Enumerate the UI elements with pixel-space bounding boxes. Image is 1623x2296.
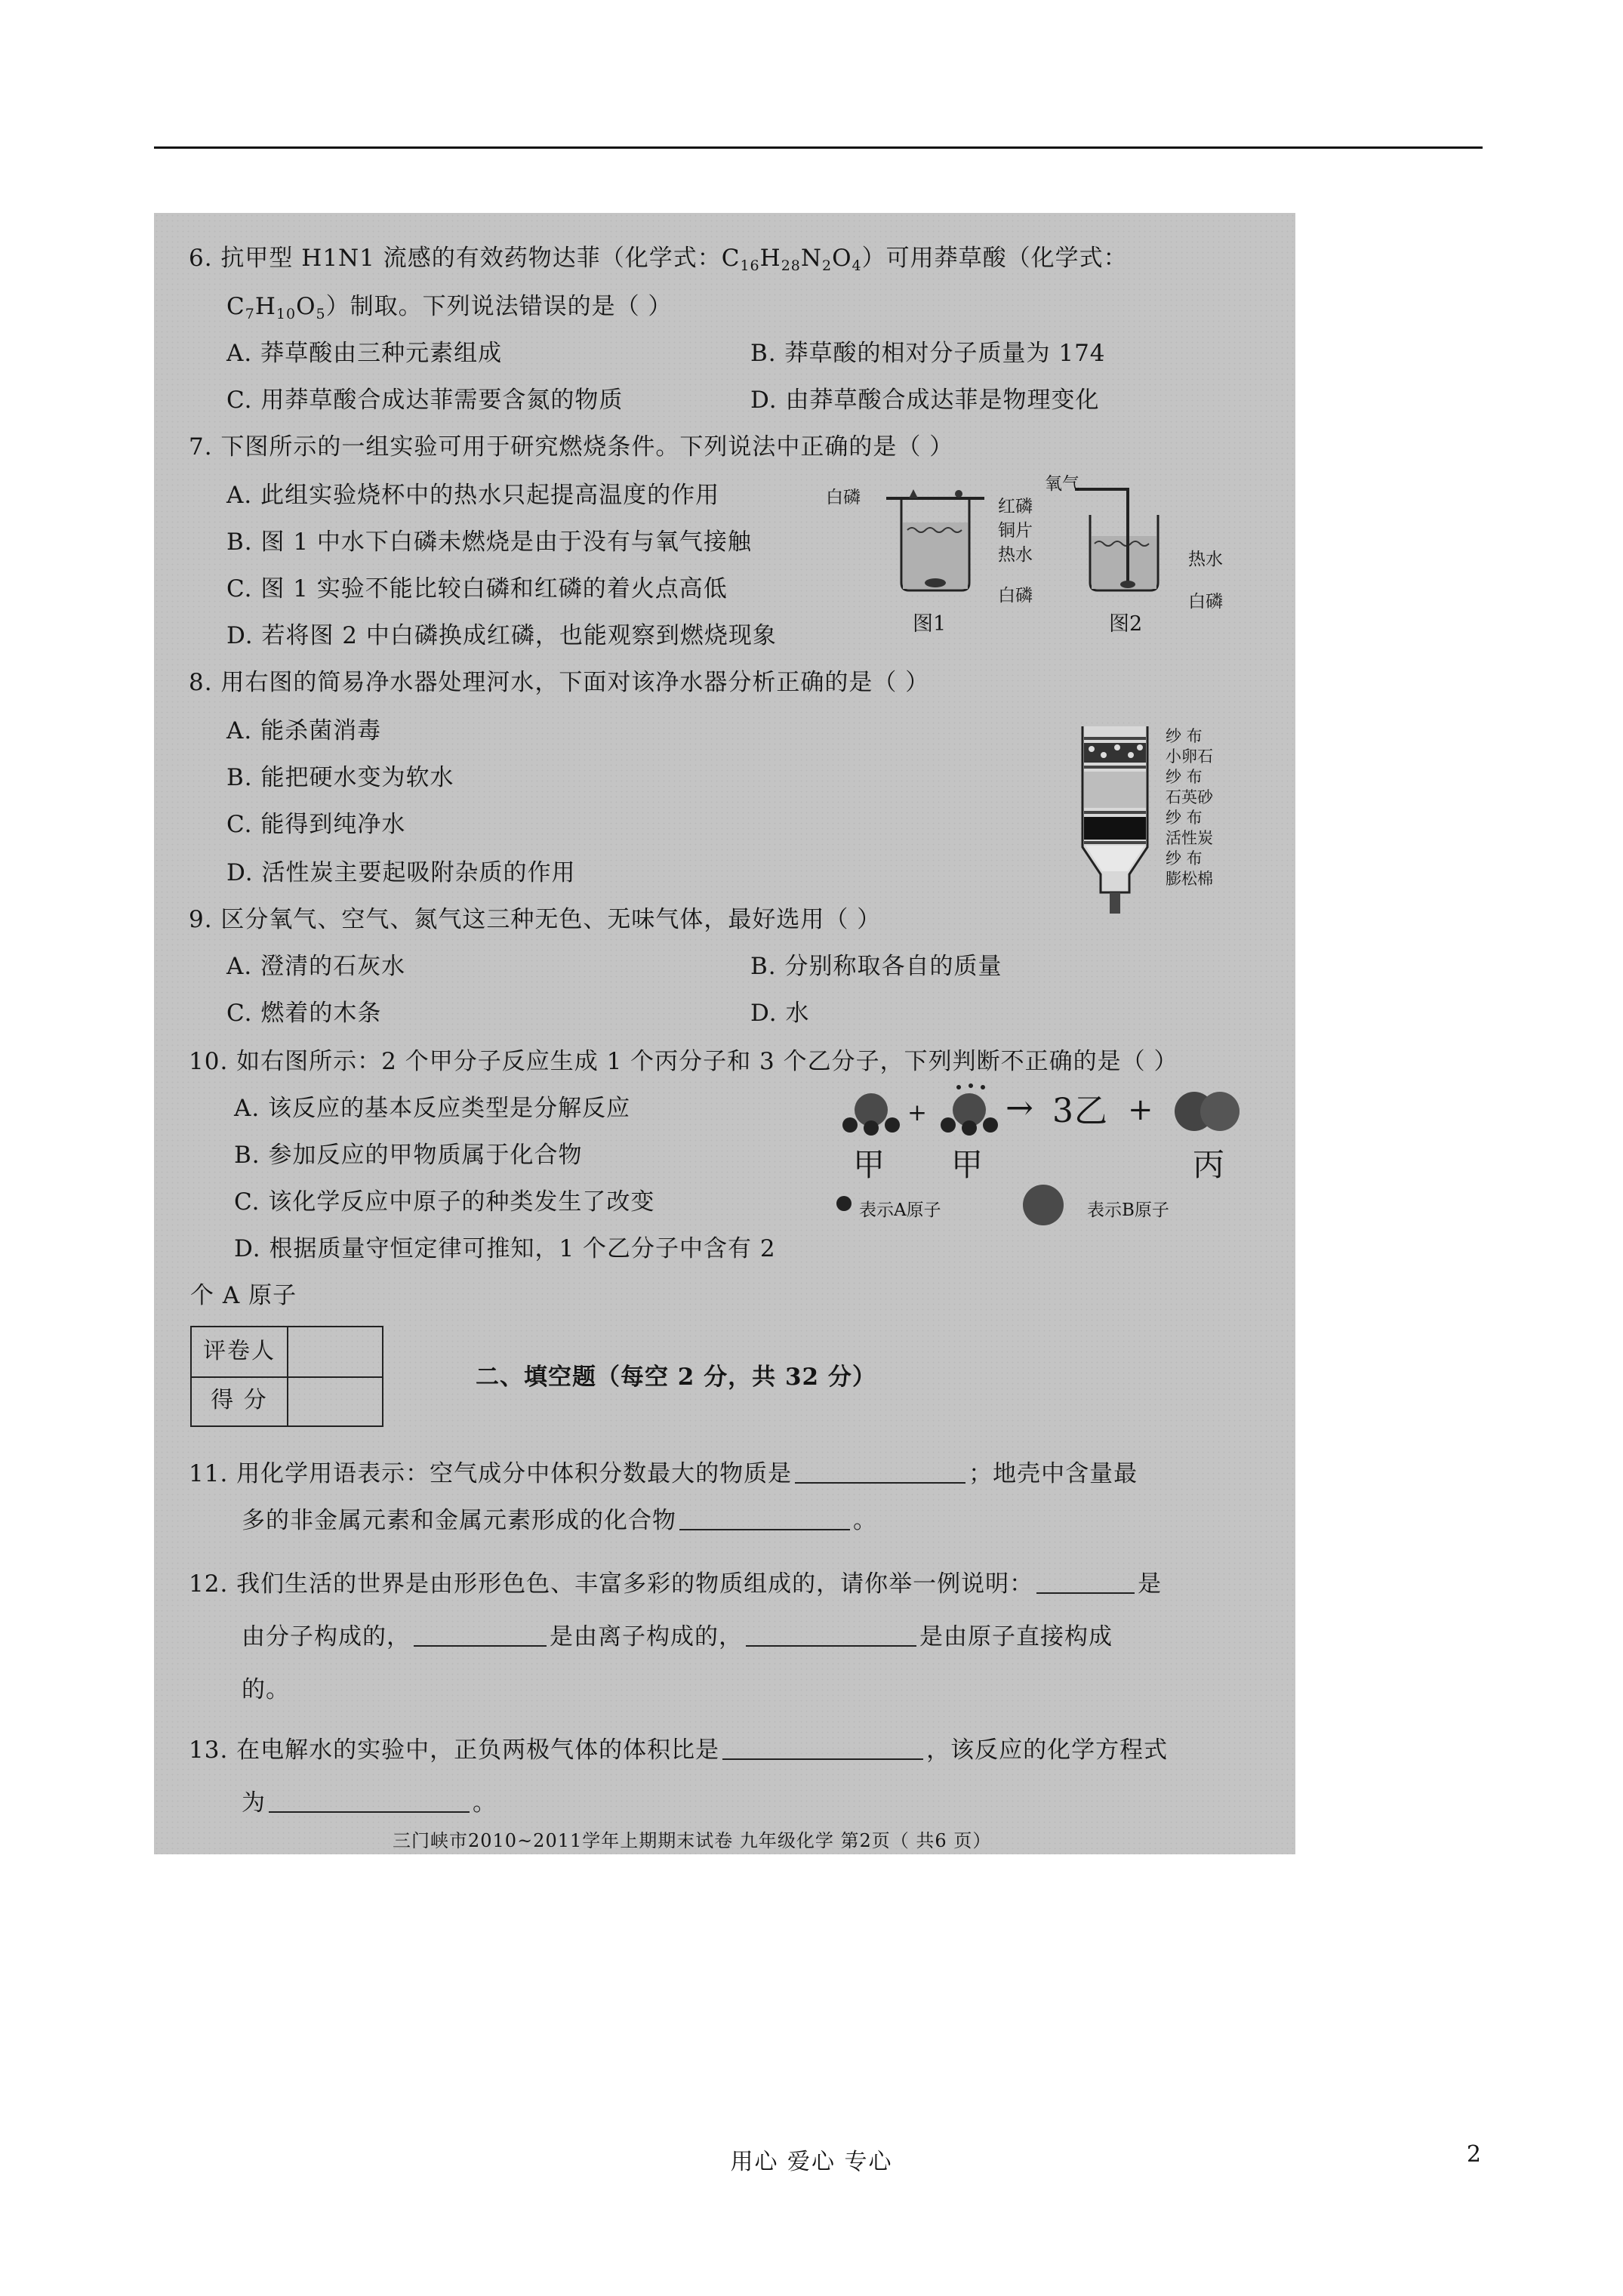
- fig2-label-hot-water: 热水: [1188, 550, 1223, 569]
- combustion-beaker-figure-2: [1075, 485, 1173, 598]
- q6-option-d: D. 由莽草酸合成达菲是物理变化: [750, 387, 1100, 414]
- filter-layer-label: 纱 布: [1166, 849, 1203, 868]
- water-filter-figure: [1073, 726, 1156, 915]
- atom-a-legend-icon: [835, 1194, 853, 1213]
- q12-line1: 12. 我们生活的世界是由形形色色、丰富多彩的物质组成的，请你举一例说明： 是: [189, 1570, 1163, 1598]
- q9-option-c: C. 燃着的木条: [226, 1000, 382, 1027]
- q8-option-d: D. 活性炭主要起吸附杂质的作用: [226, 859, 576, 886]
- score-box-grader-row: [192, 1327, 382, 1378]
- fig1-label-hot-water: 热水: [998, 545, 1033, 565]
- q10-option-d-line2: 个 A 原子: [190, 1282, 297, 1309]
- fig1-label-white-phosphorus-bottom: 白磷: [998, 586, 1033, 606]
- reaction-plus-1: +: [907, 1099, 928, 1126]
- q8-option-b: B. 能把硬水变为软水: [226, 764, 454, 791]
- q12-line2: 由分子构成的， 是由离子构成的， 是由原子直接构成: [242, 1623, 1113, 1650]
- q6-option-c: C. 用莽草酸合成达菲需要含氮的物质: [226, 387, 624, 414]
- fig2-caption: 图2: [1109, 612, 1143, 636]
- q13-blank-1[interactable]: [722, 1739, 923, 1760]
- score-box-grader-label: 评卷人: [192, 1327, 288, 1376]
- fig1-caption: 图1: [913, 612, 947, 636]
- q13-blank-2[interactable]: [269, 1792, 470, 1813]
- filter-layer-label: 膨松棉: [1166, 870, 1213, 888]
- filter-layer-labels: [1166, 726, 1213, 889]
- fig2-label-oxygen: 氧气: [1045, 474, 1079, 494]
- reaction-plus-2: +: [1128, 1093, 1154, 1127]
- q10-stem: 10. 如右图所示：2 个甲分子反应生成 1 个丙分子和 3 个乙分子，下列判断不正确的是（ ）: [189, 1048, 1178, 1075]
- q8-option-a: A. 能杀菌消毒: [226, 717, 382, 744]
- legend-atom-a: 表示A原子: [859, 1200, 941, 1220]
- filter-layer-label: 小卵石: [1166, 747, 1213, 766]
- page-number: 2: [1466, 2141, 1481, 2168]
- atom-b-legend-icon: [1021, 1182, 1066, 1228]
- fig1-label-white-phosphorus-top: 白磷: [826, 488, 861, 507]
- combustion-beaker-figure-1: [879, 485, 992, 598]
- score-box-score-label: 得 分: [192, 1376, 288, 1425]
- molecule-reaction-diagram: [833, 1081, 1241, 1149]
- filter-layer-label: 活性炭: [1166, 829, 1213, 847]
- filter-layer-label: 石英砂: [1166, 788, 1213, 806]
- q10-option-d-line1: D. 根据质量守恒定律可推知，1 个乙分子中含有 2: [234, 1235, 776, 1262]
- q6-option-b: B. 莽草酸的相对分子质量为 174: [750, 340, 1106, 367]
- q7-option-d: D. 若将图 2 中白磷换成红磷，也能观察到燃烧现象: [226, 622, 777, 649]
- filter-layer-label: 纱 布: [1166, 768, 1203, 786]
- q12-blank-1[interactable]: [1036, 1573, 1135, 1594]
- q10-option-c: C. 该化学反应中原子的种类发生了改变: [234, 1188, 655, 1216]
- q13-line2: 为 。: [242, 1789, 497, 1817]
- reaction-arrow-icon: →: [1006, 1089, 1034, 1127]
- q10-option-b: B. 参加反应的甲物质属于化合物: [234, 1142, 583, 1169]
- q7-option-c: C. 图 1 实验不能比较白磷和红磷的着火点高低: [226, 575, 728, 603]
- legend-atom-b: 表示B原子: [1087, 1200, 1169, 1220]
- section-2-title: 二、填空题（每空 2 分，共 32 分）: [476, 1364, 876, 1391]
- q8-stem: 8. 用右图的简易净水器处理河水，下面对该净水器分析正确的是（ ）: [189, 669, 930, 696]
- fig2-label-white-phosphorus: 白磷: [1188, 592, 1223, 612]
- q13-line1: 13. 在电解水的实验中，正负两极气体的体积比是 ，该反应的化学方程式: [189, 1737, 1169, 1764]
- q7-option-a: A. 此组实验烧杯中的热水只起提高温度的作用: [226, 482, 720, 509]
- q12-blank-2[interactable]: [414, 1626, 547, 1647]
- q8-option-c: C. 能得到纯净水: [226, 811, 406, 838]
- q9-stem: 9. 区分氧气、空气、氮气这三种无色、无味气体，最好选用（ ）: [189, 906, 882, 933]
- fig1-label-copper: 铜片: [998, 521, 1033, 541]
- q10-option-a: A. 该反应的基本反应类型是分解反应: [234, 1095, 631, 1122]
- q6-option-a: A. 莽草酸由三种元素组成: [226, 340, 503, 367]
- score-box: [190, 1326, 383, 1427]
- q6-line1: 6. 抗甲型 H1N1 流感的有效药物达菲（化学式：$C_{16}H_{28}N_2O_4$）可用莽草酸（化学式：: [189, 245, 1128, 274]
- score-box-score-row: [192, 1376, 382, 1425]
- reaction-product-yi: 3乙: [1052, 1092, 1108, 1130]
- q9-option-a: A. 澄清的石灰水: [226, 953, 406, 980]
- q11-blank-1[interactable]: [795, 1462, 965, 1484]
- q11-line1: 11. 用化学用语表示：空气成分中体积分数最大的物质是 ；地壳中含量最: [189, 1460, 1138, 1487]
- q9-option-b: B. 分别称取各自的质量: [750, 953, 1002, 980]
- q11-line2: 多的非金属元素和金属元素形成的化合物 。: [242, 1507, 877, 1534]
- header-rule: [154, 146, 1483, 149]
- reaction-label-jia-2: 甲: [951, 1146, 984, 1183]
- q12-line3: 的。: [242, 1676, 290, 1703]
- scan-footer: 三门峡市2010~2011学年上期期末试卷 九年级化学 第2页（ 共6 页）: [393, 1830, 992, 1851]
- q12-blank-3[interactable]: [746, 1626, 916, 1647]
- fig1-label-red-phosphorus: 红磷: [998, 497, 1033, 516]
- filter-layer-label: 纱 布: [1166, 727, 1203, 745]
- reaction-label-bing: 丙: [1193, 1146, 1226, 1183]
- q7-option-b: B. 图 1 中水下白磷未燃烧是由于没有与氧气接触: [226, 529, 752, 556]
- q7-stem: 7. 下图所示的一组实验可用于研究燃烧条件。下列说法中正确的是（ ）: [189, 433, 954, 461]
- scanned-exam-page: [154, 213, 1295, 1854]
- q9-option-d: D. 水: [750, 1000, 810, 1027]
- filter-layer-label: 纱 布: [1166, 809, 1203, 827]
- q6-line2: $C_7H_{10}O_5$）制取。下列说法错误的是（ ）: [226, 293, 673, 322]
- page-footer: 用心 爱心 专心: [730, 2149, 893, 2175]
- q11-blank-2[interactable]: [679, 1509, 850, 1530]
- reaction-label-jia-1: 甲: [853, 1146, 886, 1183]
